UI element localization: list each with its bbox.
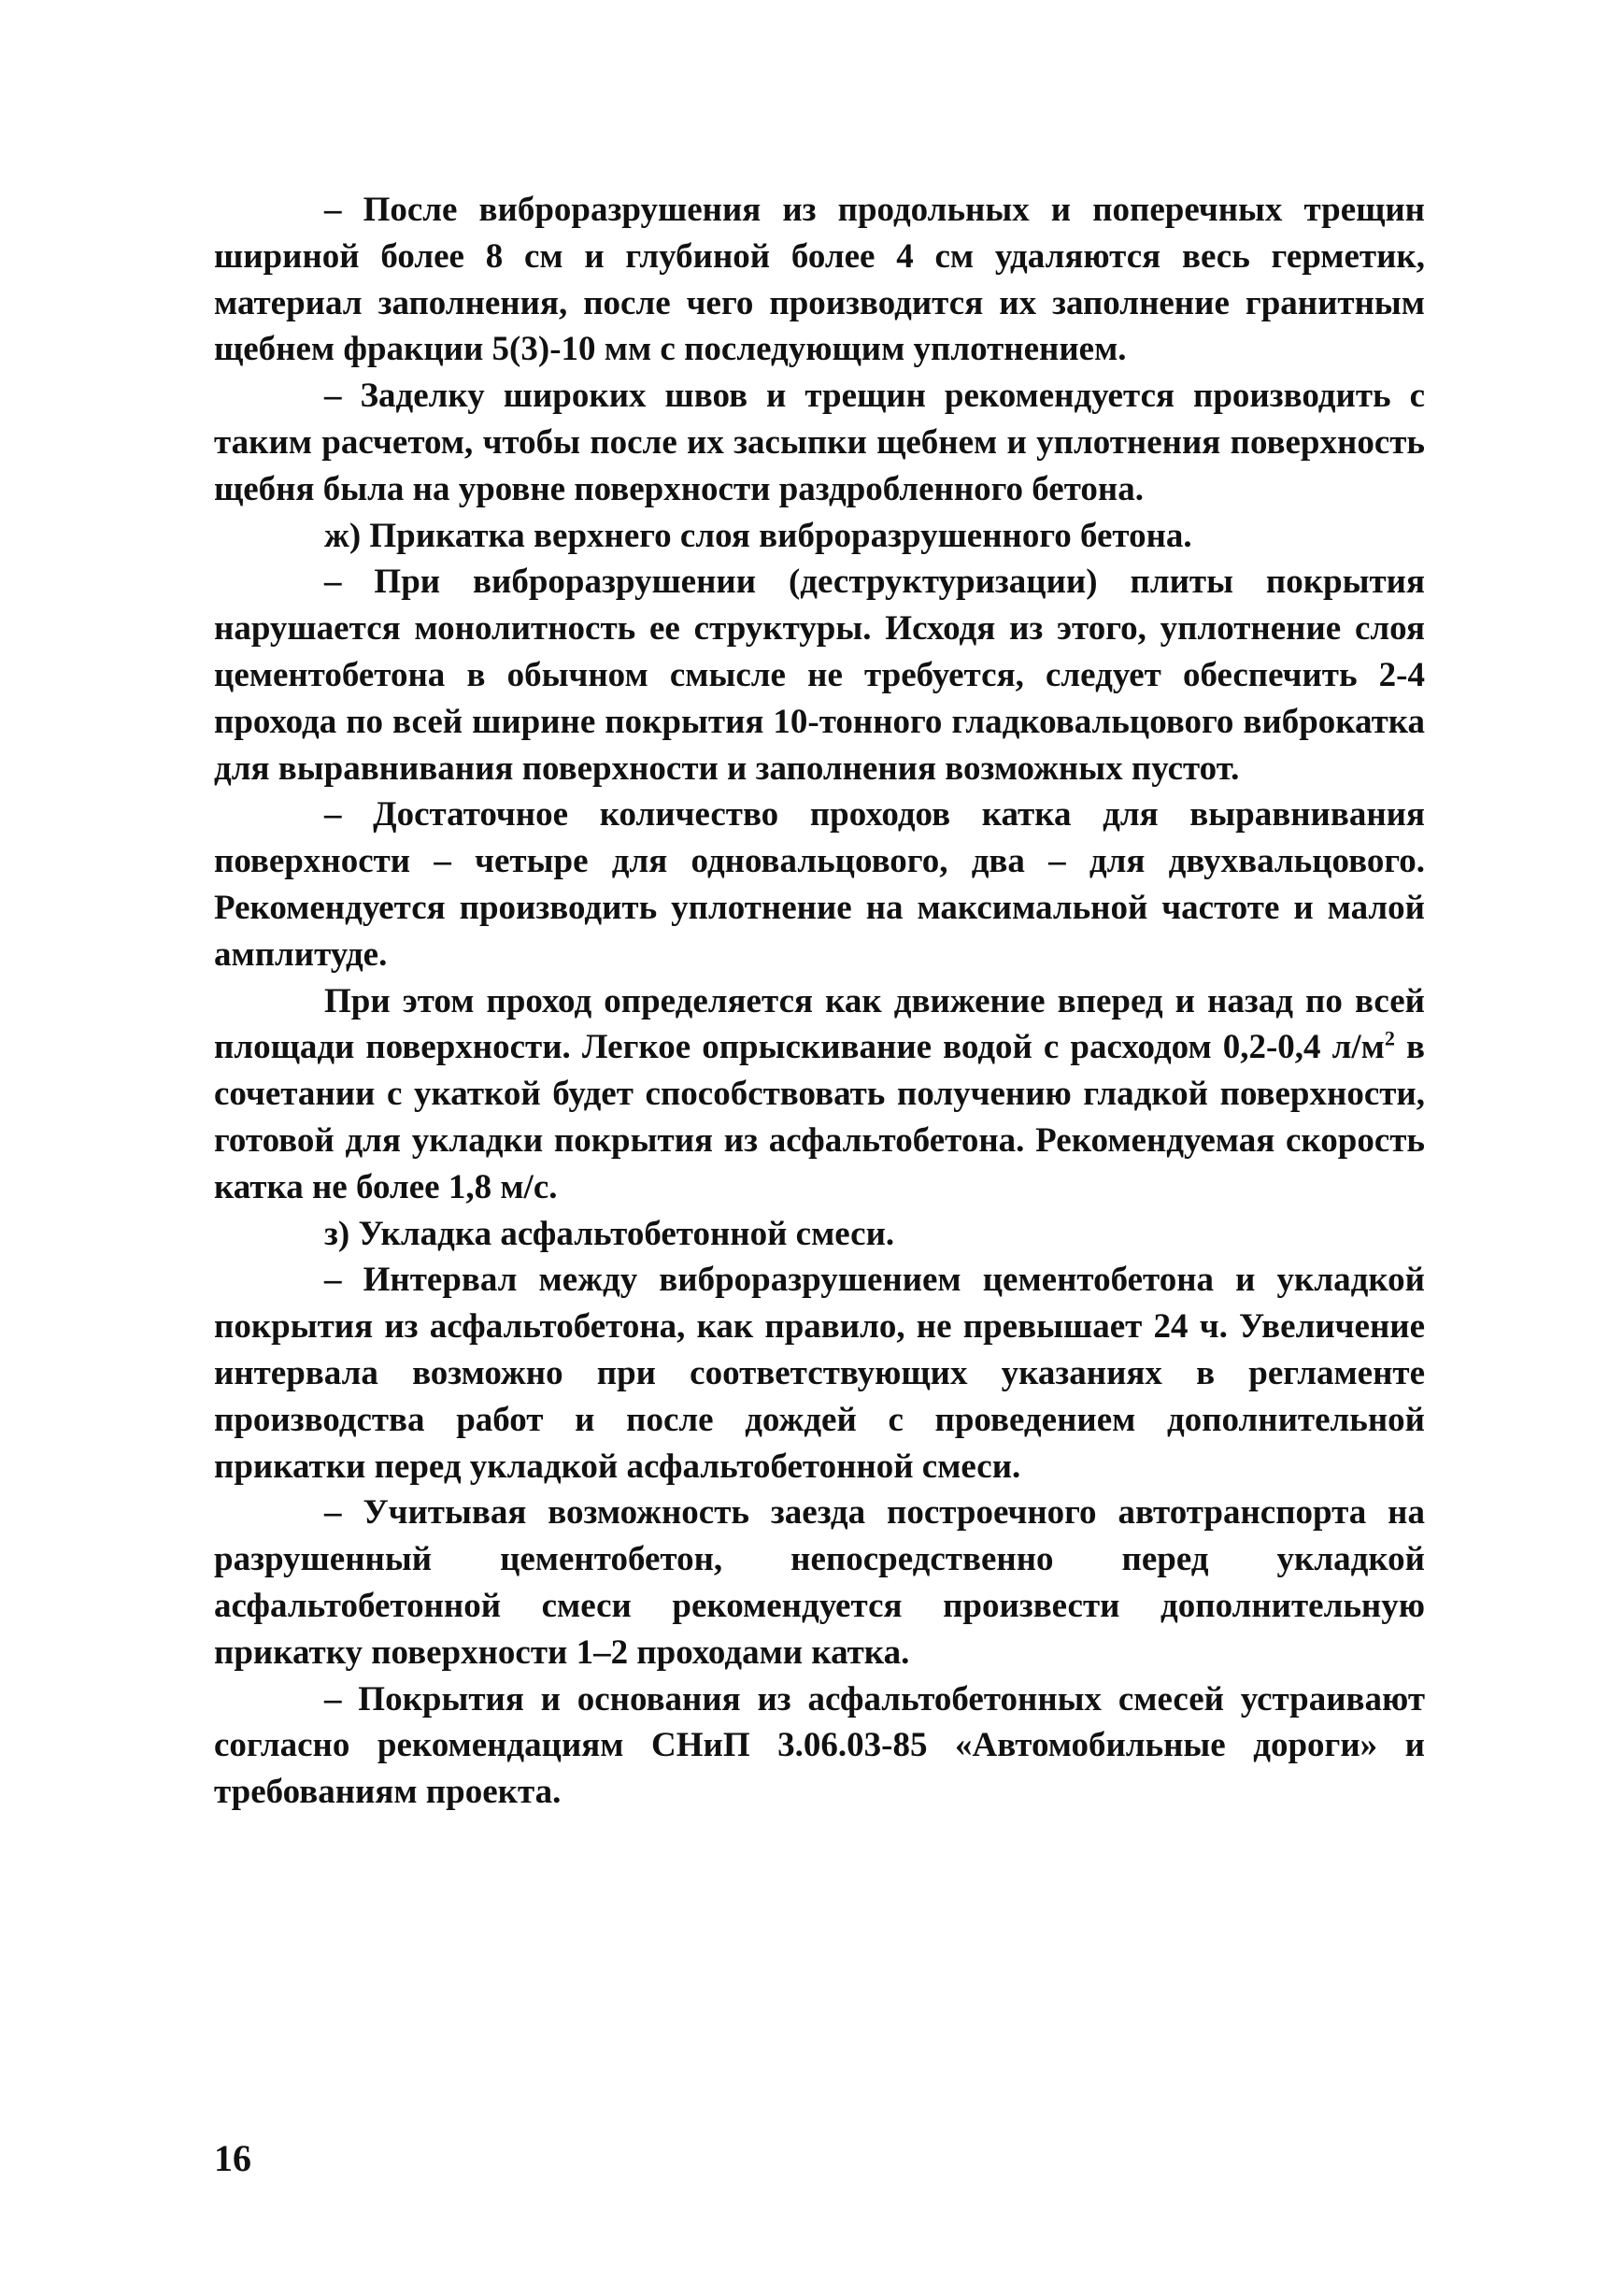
water-text-before: При этом проход определяется как движение вперед и назад по всей площади поверхности. Легкое опрыскивание водой с расходом 0,2-0,4 л/м [214,981,1425,1067]
page-number: 16 [214,2137,251,2179]
paragraph-compaction: – При виброразрушении (деструктуризации) плиты покрытия нарушается монолитность ее структуры. Исходя из этого, уплотнение слоя цементобетона в обычном смысле не требуется, следует обеспечить 2-4 прохода по всей ширине покрытия 10-тонного гладковальцового виброкатка для выравнивания поверхности и заполнения возможных пустот. [214,563,1425,788]
paragraph-crack-filling: – После виброразрушения из продольных и поперечных трещин шириной более 8 см и глубиной более 4 см удаляются весь герметик, материал заполнения, после чего производится их заполнение гранитным щебнем фракции 5(3)-10 мм с последующим уплотнением. [214,191,1425,369]
superscript-two: 2 [1384,1027,1395,1051]
paragraph-roller-passes: – Достаточное количество проходов катка для выравнивания поверхности – четыре для одновальцового, два – для двухвальцового. Рекомендуется производить уплотнение на максимальной частоте и малой амплитуде. [214,795,1425,974]
section-heading-zh: ж) Прикатка верхнего слоя виброразрушенного бетона. [324,516,1192,555]
body-text [214,187,1425,1816]
paragraph-snip-reference: – Покрытия и основания из асфальтобетонных смесей устраивают согласно рекомендациям СНиП 3.06.03-85 «Автомобильные дороги» и требованиям проекта. [214,1679,1425,1812]
water-text-after: в сочетании с укаткой будет способствовать получению гладкой поверхности, готовой для укладки покрытия из асфальтобетона. Рекомендуемая скорость катка не более 1,8 м/с. [214,1028,1426,1206]
section-heading-z: з) Укладка асфальтобетонной смеси. [324,1214,895,1253]
paragraph-wide-joints: – Заделку широких швов и трещин рекомендуется производить с таким расчетом, чтобы после их засыпки щебнем и уплотнения поверхность щебня была на уровне поверхности раздробленного бетона. [214,377,1425,508]
paragraph-water-spraying [214,978,1425,1211]
paragraph-interval: – Интервал между виброразрушением цементобетона и укладкой покрытия из асфальтобетона, как правило, не превышает 24 ч. Увеличение интервала возможно при соответствующих указаниях в регламенте производства работ и после дождей с проведением дополнительной прикатки перед укладкой асфальтобетонной смеси. [214,1261,1425,1486]
paragraph-extra-rolling: – Учитывая возможность заезда построечного автотранспорта на разрушенный цементобетон, непосредственно перед укладкой асфальтобетонной смеси рекомендуется произвести дополнительную прикатку поверхности 1–2 проходами катка. [214,1493,1425,1672]
